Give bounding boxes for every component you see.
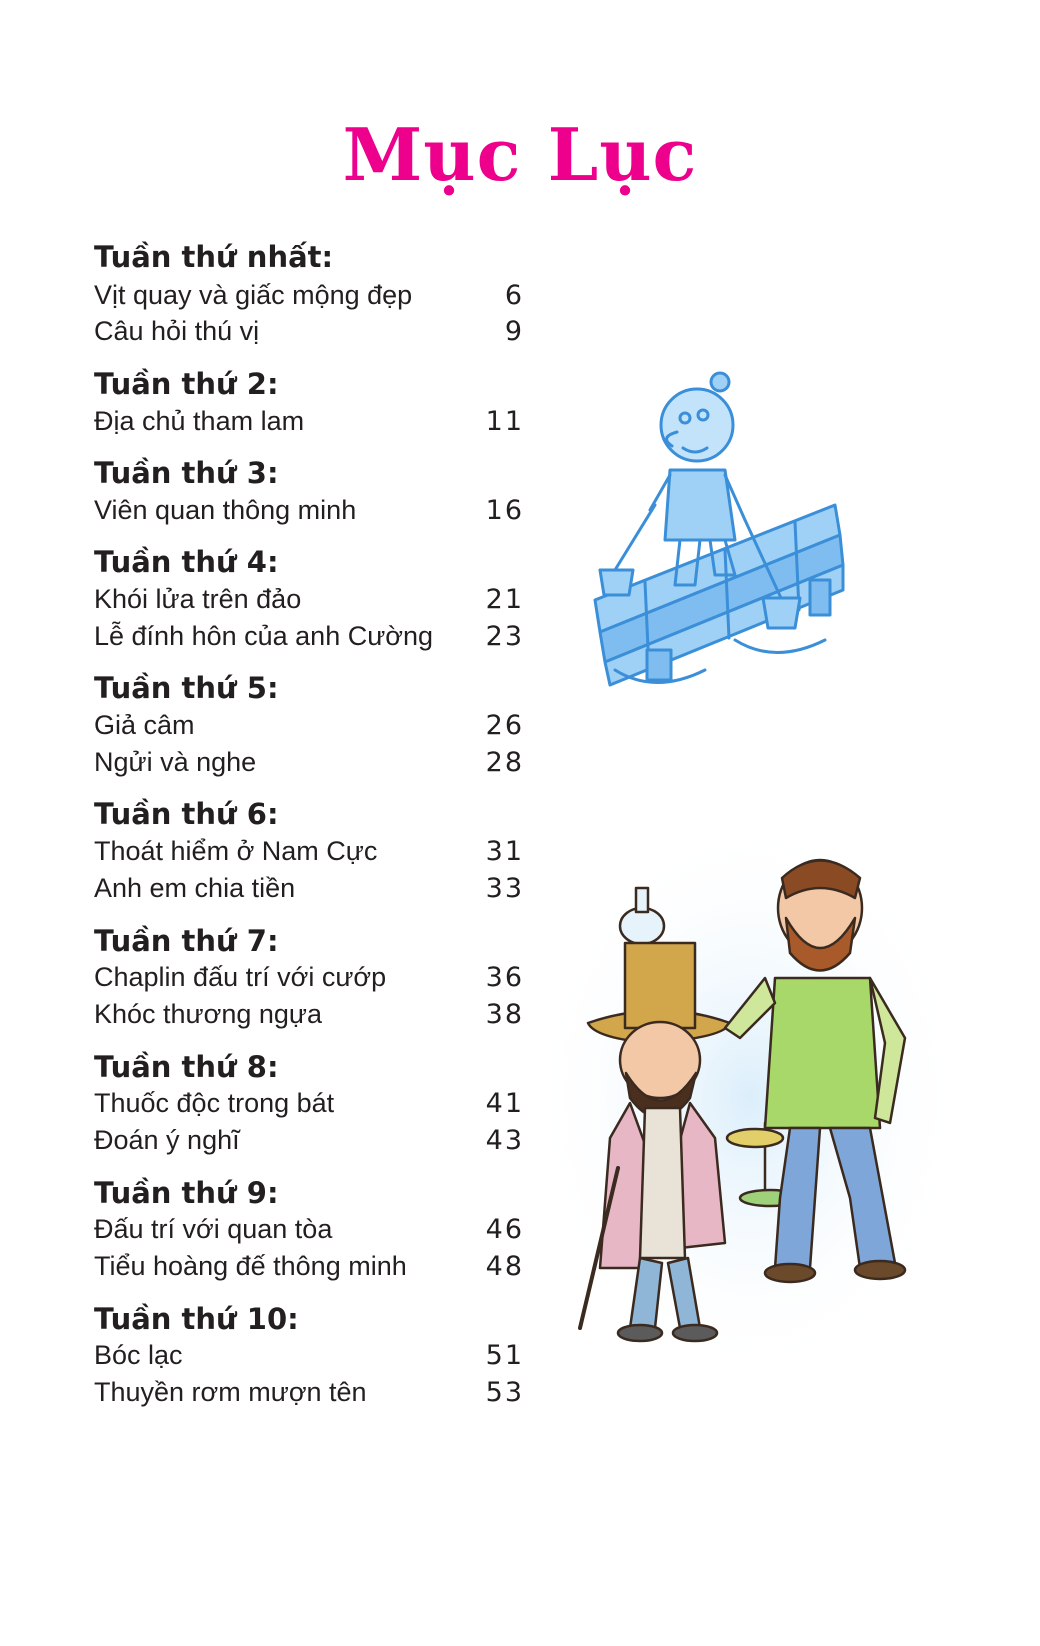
entry-title: Địa chủ tham lam [94, 406, 305, 436]
week-heading: Tuần thứ 4: [94, 545, 279, 579]
entry-title: Giả câm [94, 710, 195, 740]
page-title: Mục Lục [342, 112, 698, 197]
toc-entry[interactable] [94, 1251, 524, 1282]
entry-page: 6 [504, 280, 524, 311]
entry-title: Đấu trí với quan tòa [94, 1214, 333, 1244]
entry-page: 9 [504, 316, 524, 347]
week-heading: Tuần thứ 6: [94, 797, 279, 831]
entry-page: 26 [485, 710, 524, 741]
week-heading: Tuần thứ 3: [94, 456, 279, 490]
entry-page: 53 [485, 1377, 524, 1408]
entry-page: 51 [485, 1340, 524, 1371]
entry-title: Thuốc độc trong bát [94, 1088, 335, 1118]
toc-entry[interactable] [94, 1088, 524, 1119]
entry-title: Tiểu hoàng đế thông minh [94, 1251, 407, 1281]
toc-entry[interactable] [94, 1214, 524, 1245]
toc-entry[interactable] [94, 280, 524, 311]
week-heading: Tuần thứ 7: [94, 924, 279, 958]
entry-title: Bóc lạc [94, 1340, 183, 1370]
entry-title: Đoán ý nghĩ [94, 1125, 240, 1155]
entry-title: Thuyền rơm mượn tên [94, 1377, 367, 1407]
entry-page: 23 [485, 621, 524, 652]
two-men-illustration [550, 838, 950, 1358]
toc-entry[interactable] [94, 962, 524, 993]
entry-page: 28 [485, 747, 524, 778]
toc-entry[interactable] [94, 1125, 524, 1156]
entry-page: 16 [485, 495, 524, 526]
entry-page: 41 [485, 1088, 524, 1119]
week-heading: Tuần thứ 5: [94, 671, 279, 705]
toc-entry[interactable] [94, 406, 524, 437]
entry-page: 48 [485, 1251, 524, 1282]
toc-entry[interactable] [94, 747, 524, 778]
entry-title: Chaplin đấu trí với cướp [94, 962, 387, 992]
entry-page: 31 [485, 836, 524, 867]
raft-carrier-illustration [585, 370, 845, 705]
entry-title: Câu hỏi thú vị [94, 316, 260, 346]
entry-page: 21 [485, 584, 524, 615]
toc-entry[interactable] [94, 836, 524, 867]
entry-title: Lễ đính hôn của anh Cường [94, 621, 434, 651]
entry-page: 33 [485, 873, 524, 904]
entry-title: Anh em chia tiền [94, 873, 296, 903]
entry-title: Khói lửa trên đảo [94, 584, 302, 614]
entry-page: 46 [485, 1214, 524, 1245]
entry-title: Thoát hiểm ở Nam Cực [94, 836, 378, 866]
toc-entry[interactable] [94, 999, 524, 1030]
entry-title: Khóc thương ngựa [94, 999, 322, 1029]
entry-title: Ngửi và nghe [94, 747, 257, 777]
toc-entry[interactable] [94, 316, 524, 347]
entry-page: 43 [485, 1125, 524, 1156]
week-heading: Tuần thứ 2: [94, 367, 279, 401]
toc-entry[interactable] [94, 495, 524, 526]
toc-entry[interactable] [94, 621, 524, 652]
toc-entry[interactable] [94, 584, 524, 615]
toc-entry[interactable] [94, 873, 524, 904]
entry-page: 36 [485, 962, 524, 993]
entry-title: Viên quan thông minh [94, 495, 357, 525]
toc-entry[interactable] [94, 1377, 524, 1408]
week-heading: Tuần thứ nhất: [94, 240, 334, 274]
week-heading: Tuần thứ 10: [94, 1302, 299, 1336]
entry-page: 38 [485, 999, 524, 1030]
week-heading: Tuần thứ 8: [94, 1050, 279, 1084]
entry-page: 11 [485, 406, 524, 437]
toc-entry[interactable] [94, 710, 524, 741]
toc-entry[interactable] [94, 1340, 524, 1371]
entry-title: Vịt quay và giấc mộng đẹp [94, 280, 413, 310]
week-heading: Tuần thứ 9: [94, 1176, 279, 1210]
